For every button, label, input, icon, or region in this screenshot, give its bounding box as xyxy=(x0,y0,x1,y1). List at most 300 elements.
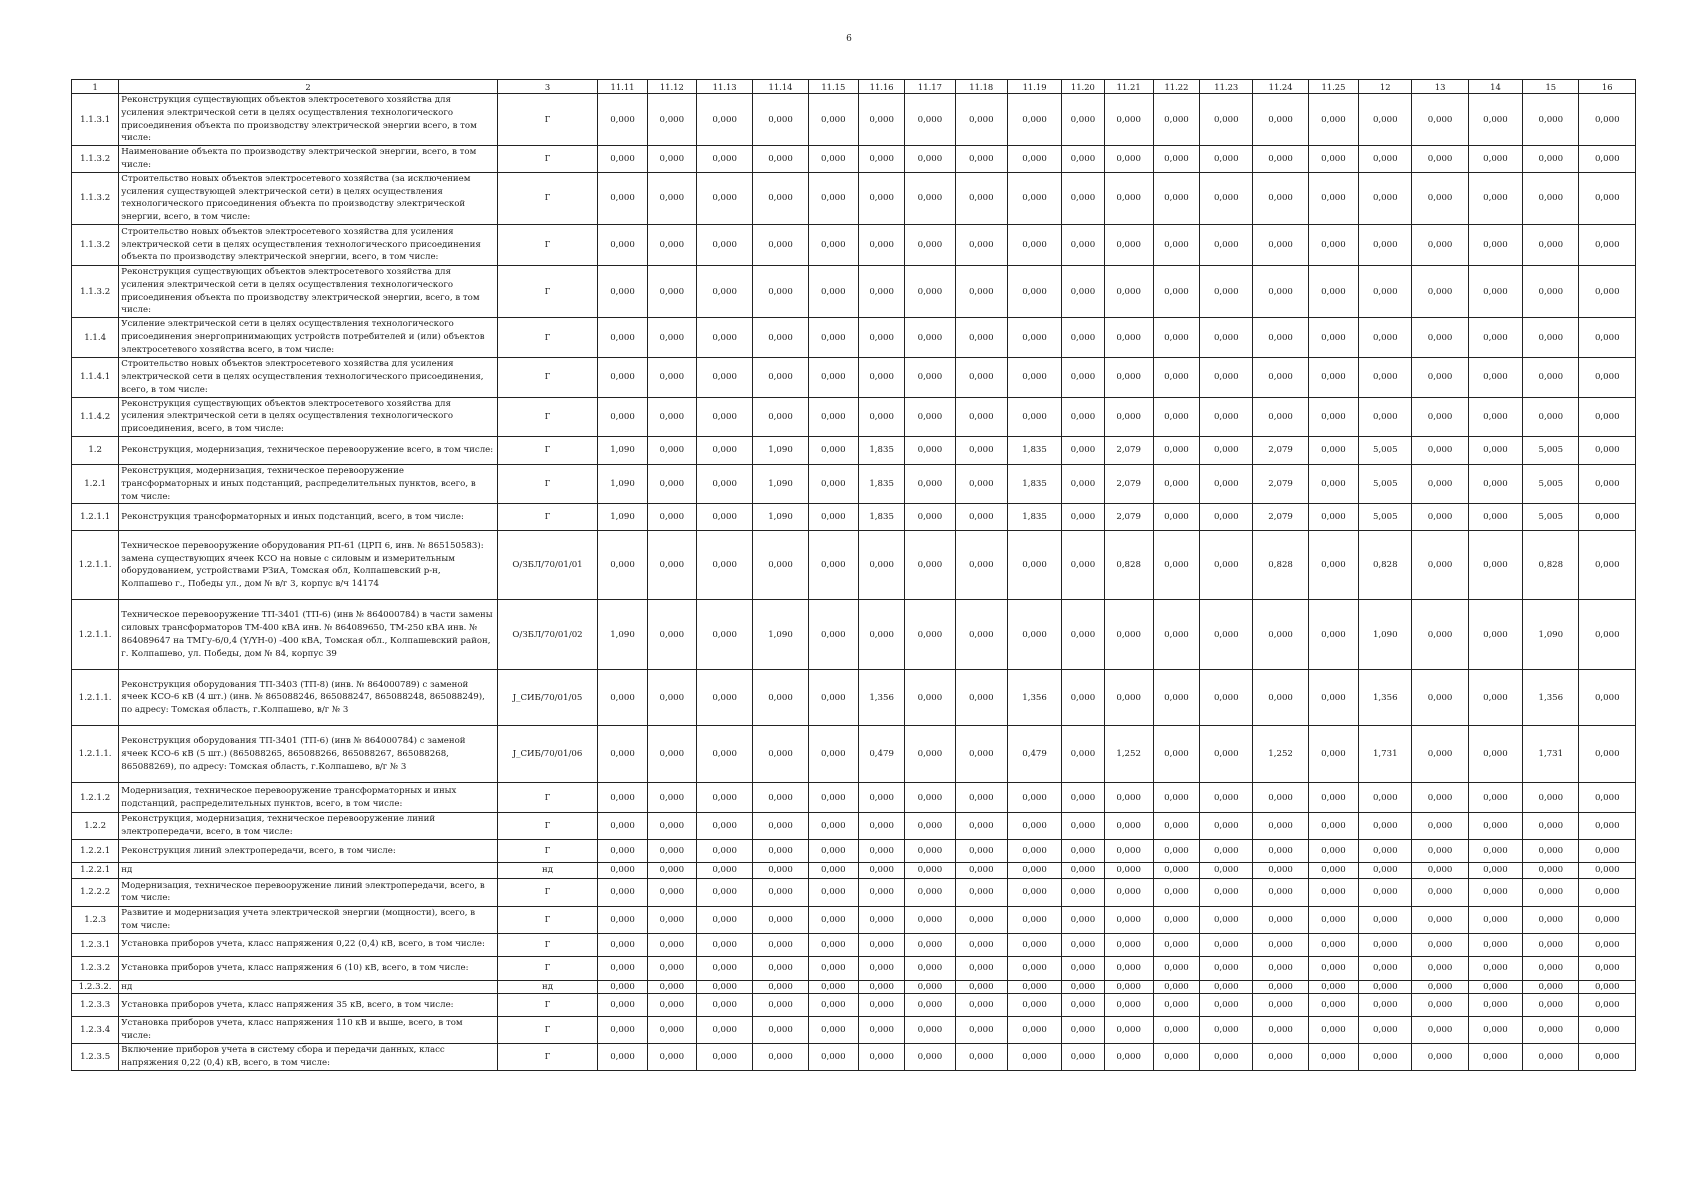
value-cell: 1,090 xyxy=(1359,600,1412,670)
value-cell: 0,000 xyxy=(1579,878,1636,906)
value-cell: 0,000 xyxy=(696,265,752,317)
value-cell: 0,828 xyxy=(1253,531,1308,600)
value-cell: 0,828 xyxy=(1359,531,1412,600)
value-cell: 0,000 xyxy=(753,172,808,224)
value-cell: 0,000 xyxy=(1200,1017,1253,1044)
value-cell: 0,000 xyxy=(858,956,904,980)
table-row xyxy=(72,726,1636,783)
column-header: 11.13 xyxy=(696,80,752,94)
description-cell: Развитие и модернизация учета электрической энергии (мощности), всего, в том числе: xyxy=(119,906,497,933)
value-cell: 0,000 xyxy=(1579,726,1636,783)
value-cell: 0,000 xyxy=(598,146,647,173)
value-cell: 0,000 xyxy=(1104,94,1153,146)
description-cell: Техническое перевооружение ТП-3401 (ТП-6) (инв № 864000784) в части замены силовых трансформаторов ТМ-400 кВА инв. № 864089650, ТМ-250 кВА инв. № 864089647 на ТМГу-6/0,4 (Y/YН-0) -400 кВА, Томская обл., Колпашевский район, г. Колпашево, ул. Победы, дом № 84, корпус 39 xyxy=(119,600,497,670)
value-cell: 0,000 xyxy=(696,839,752,862)
value-cell: 0,000 xyxy=(1308,318,1358,358)
identifier-cell: Г xyxy=(497,994,598,1017)
value-cell: 0,000 xyxy=(1468,1043,1522,1070)
value-cell: 2,079 xyxy=(1253,436,1308,464)
value-cell: 0,000 xyxy=(955,318,1007,358)
value-cell: 0,000 xyxy=(1523,994,1579,1017)
value-cell: 0,000 xyxy=(1412,397,1468,436)
table-row xyxy=(72,172,1636,224)
value-cell: 0,000 xyxy=(858,933,904,956)
value-cell: 0,000 xyxy=(1359,224,1412,265)
value-cell: 0,000 xyxy=(1412,358,1468,397)
table-row xyxy=(72,813,1636,840)
value-cell: 0,000 xyxy=(1062,531,1104,600)
row-number-cell: 1.2.1.1. xyxy=(72,726,119,783)
value-cell: 0,000 xyxy=(1359,839,1412,862)
value-cell: 0,000 xyxy=(696,813,752,840)
value-cell: 0,000 xyxy=(1308,670,1358,726)
value-cell: 5,005 xyxy=(1359,464,1412,503)
value-cell: 0,000 xyxy=(647,813,696,840)
value-cell: 0,000 xyxy=(647,504,696,531)
value-cell: 0,000 xyxy=(905,318,955,358)
value-cell: 0,000 xyxy=(1253,94,1308,146)
value-cell: 0,000 xyxy=(1253,906,1308,933)
value-cell: 0,000 xyxy=(647,224,696,265)
table-row xyxy=(72,504,1636,531)
value-cell: 0,000 xyxy=(1412,813,1468,840)
value-cell: 0,000 xyxy=(1468,862,1522,878)
value-cell: 0,000 xyxy=(1308,783,1358,813)
value-cell: 0,000 xyxy=(1468,878,1522,906)
value-cell: 0,000 xyxy=(1579,172,1636,224)
value-cell: 0,000 xyxy=(955,813,1007,840)
value-cell: 0,000 xyxy=(1007,172,1061,224)
value-cell: 0,000 xyxy=(1523,358,1579,397)
value-cell: 0,000 xyxy=(1200,933,1253,956)
value-cell: 0,000 xyxy=(808,358,858,397)
value-cell: 5,005 xyxy=(1523,436,1579,464)
value-cell: 0,000 xyxy=(1153,670,1199,726)
value-cell: 2,079 xyxy=(1253,504,1308,531)
value-cell: 0,000 xyxy=(1253,783,1308,813)
value-cell: 0,000 xyxy=(905,994,955,1017)
value-cell: 2,079 xyxy=(1253,464,1308,503)
value-cell: 0,000 xyxy=(753,783,808,813)
value-cell: 0,000 xyxy=(598,397,647,436)
value-cell: 0,000 xyxy=(1523,318,1579,358)
value-cell: 0,000 xyxy=(1412,933,1468,956)
value-cell: 0,000 xyxy=(808,265,858,317)
value-cell: 0,000 xyxy=(753,862,808,878)
value-cell: 1,731 xyxy=(1359,726,1412,783)
value-cell: 0,000 xyxy=(1062,980,1104,994)
row-number-cell: 1.2.3.1 xyxy=(72,933,119,956)
value-cell: 0,000 xyxy=(1412,862,1468,878)
description-cell: Строительство новых объектов электросетевого хозяйства для усиления электрической сети в целях осуществления технологического присоединения, всего, в том числе: xyxy=(119,358,497,397)
value-cell: 0,000 xyxy=(1359,878,1412,906)
value-cell: 0,000 xyxy=(1523,94,1579,146)
value-cell: 0,000 xyxy=(647,146,696,173)
value-cell: 0,000 xyxy=(808,933,858,956)
value-cell: 0,000 xyxy=(647,906,696,933)
value-cell: 0,000 xyxy=(1200,146,1253,173)
table-row xyxy=(72,1043,1636,1070)
table-row xyxy=(72,224,1636,265)
value-cell: 0,000 xyxy=(1200,783,1253,813)
value-cell: 0,000 xyxy=(955,906,1007,933)
value-cell: 0,000 xyxy=(1412,436,1468,464)
value-cell: 0,000 xyxy=(1253,670,1308,726)
row-number-cell: 1.1.3.2 xyxy=(72,224,119,265)
value-cell: 0,000 xyxy=(1062,906,1104,933)
value-cell: 0,000 xyxy=(598,813,647,840)
value-cell: 0,000 xyxy=(858,265,904,317)
value-cell: 0,000 xyxy=(1579,980,1636,994)
table-row xyxy=(72,670,1636,726)
table-row xyxy=(72,994,1636,1017)
value-cell: 0,000 xyxy=(858,906,904,933)
value-cell: 0,000 xyxy=(1062,670,1104,726)
row-number-cell: 1.2.2.1 xyxy=(72,839,119,862)
value-cell: 0,000 xyxy=(1523,172,1579,224)
value-cell: 0,000 xyxy=(1412,783,1468,813)
value-cell: 1,356 xyxy=(858,670,904,726)
value-cell: 0,000 xyxy=(1007,956,1061,980)
row-number-cell: 1.2 xyxy=(72,436,119,464)
value-cell: 0,000 xyxy=(1153,1017,1199,1044)
value-cell: 0,000 xyxy=(647,670,696,726)
value-cell: 0,000 xyxy=(1412,906,1468,933)
value-cell: 0,000 xyxy=(1253,318,1308,358)
row-number-cell: 1.2.3.2. xyxy=(72,980,119,994)
value-cell: 0,000 xyxy=(1153,600,1199,670)
value-cell: 0,000 xyxy=(1308,839,1358,862)
value-cell: 1,731 xyxy=(1523,726,1579,783)
value-cell: 0,000 xyxy=(1153,397,1199,436)
value-cell: 0,000 xyxy=(647,464,696,503)
value-cell: 0,000 xyxy=(1200,436,1253,464)
identifier-cell: нд xyxy=(497,862,598,878)
value-cell: 0,000 xyxy=(1468,265,1522,317)
value-cell: 0,000 xyxy=(1579,146,1636,173)
value-cell: 0,000 xyxy=(1308,933,1358,956)
table-row xyxy=(72,839,1636,862)
value-cell: 0,000 xyxy=(1579,436,1636,464)
value-cell: 1,835 xyxy=(858,504,904,531)
value-cell: 0,000 xyxy=(858,600,904,670)
value-cell: 0,000 xyxy=(647,531,696,600)
value-cell: 0,000 xyxy=(1007,318,1061,358)
value-cell: 0,000 xyxy=(1007,1017,1061,1044)
column-header: 11.24 xyxy=(1253,80,1308,94)
value-cell: 0,000 xyxy=(955,956,1007,980)
value-cell: 0,000 xyxy=(1579,318,1636,358)
value-cell: 0,000 xyxy=(1412,1043,1468,1070)
value-cell: 0,000 xyxy=(1308,224,1358,265)
value-cell: 0,000 xyxy=(598,1043,647,1070)
value-cell: 0,000 xyxy=(753,813,808,840)
description-cell: Строительство новых объектов электросетевого хозяйства для усиления электрической сети в целях осуществления технологического присоединения объекта по производству электрической энергии, всего, в том числе: xyxy=(119,224,497,265)
value-cell: 0,000 xyxy=(1359,956,1412,980)
value-cell: 0,000 xyxy=(1579,504,1636,531)
value-cell: 0,000 xyxy=(1153,980,1199,994)
value-cell: 0,000 xyxy=(1359,933,1412,956)
table-row xyxy=(72,980,1636,994)
value-cell: 0,000 xyxy=(808,224,858,265)
value-cell: 0,000 xyxy=(1308,726,1358,783)
value-cell: 0,000 xyxy=(955,670,1007,726)
table-row xyxy=(72,318,1636,358)
value-cell: 0,000 xyxy=(753,1043,808,1070)
value-cell: 0,000 xyxy=(1104,906,1153,933)
value-cell: 0,000 xyxy=(1308,464,1358,503)
value-cell: 0,000 xyxy=(905,146,955,173)
value-cell: 0,000 xyxy=(1104,994,1153,1017)
value-cell: 0,000 xyxy=(598,933,647,956)
value-cell: 0,000 xyxy=(753,1017,808,1044)
value-cell: 0,000 xyxy=(955,933,1007,956)
value-cell: 0,000 xyxy=(647,956,696,980)
value-cell: 0,000 xyxy=(1468,906,1522,933)
value-cell: 0,000 xyxy=(955,783,1007,813)
identifier-cell: нд xyxy=(497,980,598,994)
value-cell: 0,000 xyxy=(808,726,858,783)
column-header: 11.22 xyxy=(1153,80,1199,94)
value-cell: 0,000 xyxy=(1579,670,1636,726)
table-row xyxy=(72,933,1636,956)
table-row xyxy=(72,358,1636,397)
description-cell: Включение приборов учета в систему сбора и передачи данных, класс напряжения 0,22 (0,4) кВ, всего, в том числе: xyxy=(119,1043,497,1070)
value-cell: 0,000 xyxy=(1153,265,1199,317)
value-cell: 0,000 xyxy=(1253,956,1308,980)
description-cell: Реконструкция, модернизация, техническое перевооружение линий электропередачи, всего, в том числе: xyxy=(119,813,497,840)
value-cell: 0,000 xyxy=(858,146,904,173)
value-cell: 0,000 xyxy=(753,358,808,397)
value-cell: 0,000 xyxy=(1468,224,1522,265)
value-cell: 0,000 xyxy=(1579,464,1636,503)
value-cell: 0,000 xyxy=(1062,504,1104,531)
value-cell: 0,000 xyxy=(647,172,696,224)
value-cell: 0,000 xyxy=(1153,436,1199,464)
value-cell: 0,000 xyxy=(753,878,808,906)
identifier-cell: Г xyxy=(497,933,598,956)
value-cell: 0,000 xyxy=(955,397,1007,436)
value-cell: 0,000 xyxy=(858,980,904,994)
value-cell: 0,000 xyxy=(1468,464,1522,503)
value-cell: 0,000 xyxy=(1007,146,1061,173)
value-cell: 0,000 xyxy=(696,531,752,600)
value-cell: 0,000 xyxy=(955,146,1007,173)
identifier-cell: Г xyxy=(497,464,598,503)
value-cell: 0,000 xyxy=(1359,265,1412,317)
value-cell: 0,000 xyxy=(598,670,647,726)
value-cell: 0,000 xyxy=(808,980,858,994)
description-cell: нд xyxy=(119,862,497,878)
value-cell: 0,000 xyxy=(1308,436,1358,464)
value-cell: 0,000 xyxy=(1412,726,1468,783)
value-cell: 0,000 xyxy=(1104,933,1153,956)
value-cell: 0,000 xyxy=(1308,862,1358,878)
value-cell: 0,000 xyxy=(1359,318,1412,358)
value-cell: 0,000 xyxy=(1308,813,1358,840)
row-number-cell: 1.2.3.3 xyxy=(72,994,119,1017)
value-cell: 0,000 xyxy=(1468,94,1522,146)
value-cell: 5,005 xyxy=(1359,504,1412,531)
table-row xyxy=(72,956,1636,980)
identifier-cell: Г xyxy=(497,1017,598,1044)
value-cell: 0,000 xyxy=(1523,146,1579,173)
value-cell: 0,000 xyxy=(808,464,858,503)
value-cell: 0,000 xyxy=(1062,1017,1104,1044)
value-cell: 0,000 xyxy=(1523,783,1579,813)
row-number-cell: 1.2.2.2 xyxy=(72,878,119,906)
value-cell: 0,000 xyxy=(1104,1017,1153,1044)
table-row xyxy=(72,878,1636,906)
value-cell: 0,000 xyxy=(1253,994,1308,1017)
value-cell: 0,000 xyxy=(808,670,858,726)
value-cell: 5,005 xyxy=(1359,436,1412,464)
value-cell: 0,828 xyxy=(1523,531,1579,600)
row-number-cell: 1.1.3.1 xyxy=(72,94,119,146)
value-cell: 0,000 xyxy=(1468,318,1522,358)
description-cell: Строительство новых объектов электросетевого хозяйства (за исключением усиления существующей электрической сети) в целях осуществления технологического присоединения объекта по производству электрической энергии, всего, в том числе: xyxy=(119,172,497,224)
table-row xyxy=(72,464,1636,503)
value-cell: 0,000 xyxy=(1200,839,1253,862)
value-cell: 0,000 xyxy=(1200,504,1253,531)
value-cell: 0,000 xyxy=(955,531,1007,600)
value-cell: 1,356 xyxy=(1523,670,1579,726)
value-cell: 0,000 xyxy=(858,878,904,906)
value-cell: 0,000 xyxy=(808,600,858,670)
value-cell: 0,000 xyxy=(696,906,752,933)
column-header: 2 xyxy=(119,80,497,94)
value-cell: 0,000 xyxy=(808,531,858,600)
value-cell: 0,000 xyxy=(808,436,858,464)
description-cell: Установка приборов учета, класс напряжения 0,22 (0,4) кВ, всего, в том числе: xyxy=(119,933,497,956)
value-cell: 0,000 xyxy=(1153,146,1199,173)
value-cell: 0,000 xyxy=(696,358,752,397)
value-cell: 0,000 xyxy=(1412,265,1468,317)
value-cell: 1,356 xyxy=(1007,670,1061,726)
value-cell: 0,000 xyxy=(1412,504,1468,531)
value-cell: 0,000 xyxy=(753,980,808,994)
value-cell: 0,000 xyxy=(858,531,904,600)
value-cell: 0,000 xyxy=(1359,358,1412,397)
value-cell: 0,000 xyxy=(1104,318,1153,358)
value-cell: 0,000 xyxy=(696,172,752,224)
value-cell: 0,000 xyxy=(1200,670,1253,726)
value-cell: 0,000 xyxy=(955,839,1007,862)
description-cell: Модернизация, техническое перевооружение трансформаторных и иных подстанций, распределительных пунктов, всего, в том числе: xyxy=(119,783,497,813)
value-cell: 0,000 xyxy=(1062,358,1104,397)
value-cell: 0,000 xyxy=(1308,600,1358,670)
value-cell: 0,000 xyxy=(696,224,752,265)
page-number: 6 xyxy=(846,34,852,44)
value-cell: 0,000 xyxy=(598,956,647,980)
column-header: 11.19 xyxy=(1007,80,1061,94)
value-cell: 1,090 xyxy=(598,504,647,531)
value-cell: 0,000 xyxy=(1412,464,1468,503)
value-cell: 0,000 xyxy=(1153,172,1199,224)
value-cell: 0,000 xyxy=(1253,980,1308,994)
value-cell: 0,000 xyxy=(598,839,647,862)
value-cell: 0,000 xyxy=(1308,531,1358,600)
value-cell: 0,000 xyxy=(955,980,1007,994)
value-cell: 0,000 xyxy=(1200,318,1253,358)
value-cell: 1,252 xyxy=(1104,726,1153,783)
value-cell: 0,000 xyxy=(1153,839,1199,862)
row-number-cell: 1.1.3.2 xyxy=(72,265,119,317)
value-cell: 0,000 xyxy=(696,933,752,956)
value-cell: 0,000 xyxy=(905,464,955,503)
value-cell: 0,000 xyxy=(1104,224,1153,265)
value-cell: 0,000 xyxy=(696,318,752,358)
value-cell: 0,000 xyxy=(1579,994,1636,1017)
value-cell: 0,000 xyxy=(1007,1043,1061,1070)
value-cell: 1,835 xyxy=(1007,436,1061,464)
value-cell: 0,000 xyxy=(696,980,752,994)
table-row xyxy=(72,94,1636,146)
value-cell: 0,000 xyxy=(696,504,752,531)
value-cell: 0,000 xyxy=(696,464,752,503)
value-cell: 0,000 xyxy=(1253,813,1308,840)
value-cell: 0,000 xyxy=(598,358,647,397)
column-header: 16 xyxy=(1579,80,1636,94)
value-cell: 0,000 xyxy=(1062,318,1104,358)
value-cell: 0,000 xyxy=(1104,358,1153,397)
value-cell: 0,000 xyxy=(1579,813,1636,840)
value-cell: 0,000 xyxy=(808,504,858,531)
value-cell: 0,000 xyxy=(905,980,955,994)
value-cell: 0,000 xyxy=(1200,726,1253,783)
column-header: 1 xyxy=(72,80,119,94)
identifier-cell: J_СИБ/70/01/06 xyxy=(497,726,598,783)
value-cell: 0,000 xyxy=(598,265,647,317)
value-cell: 0,000 xyxy=(1523,1043,1579,1070)
value-cell: 0,000 xyxy=(905,1043,955,1070)
value-cell: 0,000 xyxy=(1200,397,1253,436)
value-cell: 0,000 xyxy=(955,172,1007,224)
value-cell: 1,835 xyxy=(1007,464,1061,503)
value-cell: 0,000 xyxy=(696,146,752,173)
value-cell: 0,000 xyxy=(1104,839,1153,862)
value-cell: 0,000 xyxy=(598,224,647,265)
value-cell: 0,000 xyxy=(1523,906,1579,933)
value-cell: 0,000 xyxy=(955,600,1007,670)
row-number-cell: 1.2.2.1 xyxy=(72,862,119,878)
value-cell: 0,000 xyxy=(1308,397,1358,436)
value-cell: 0,000 xyxy=(1062,224,1104,265)
value-cell: 0,000 xyxy=(696,783,752,813)
value-cell: 0,000 xyxy=(1412,531,1468,600)
value-cell: 0,000 xyxy=(1308,358,1358,397)
value-cell: 0,000 xyxy=(696,726,752,783)
description-cell: Наименование объекта по производству электрической энергии, всего, в том числе: xyxy=(119,146,497,173)
value-cell: 0,000 xyxy=(1200,464,1253,503)
value-cell: 0,000 xyxy=(1104,813,1153,840)
value-cell: 0,000 xyxy=(696,878,752,906)
value-cell: 0,000 xyxy=(808,862,858,878)
column-header: 11.23 xyxy=(1200,80,1253,94)
value-cell: 0,000 xyxy=(1579,906,1636,933)
value-cell: 0,000 xyxy=(1412,172,1468,224)
value-cell: 0,000 xyxy=(955,862,1007,878)
value-cell: 1,090 xyxy=(753,504,808,531)
identifier-cell: Г xyxy=(497,436,598,464)
value-cell: 0,000 xyxy=(955,464,1007,503)
column-header: 11.18 xyxy=(955,80,1007,94)
value-cell: 0,000 xyxy=(753,906,808,933)
value-cell: 0,000 xyxy=(1007,531,1061,600)
value-cell: 0,000 xyxy=(1359,783,1412,813)
value-cell: 1,090 xyxy=(753,600,808,670)
value-cell: 0,000 xyxy=(598,783,647,813)
